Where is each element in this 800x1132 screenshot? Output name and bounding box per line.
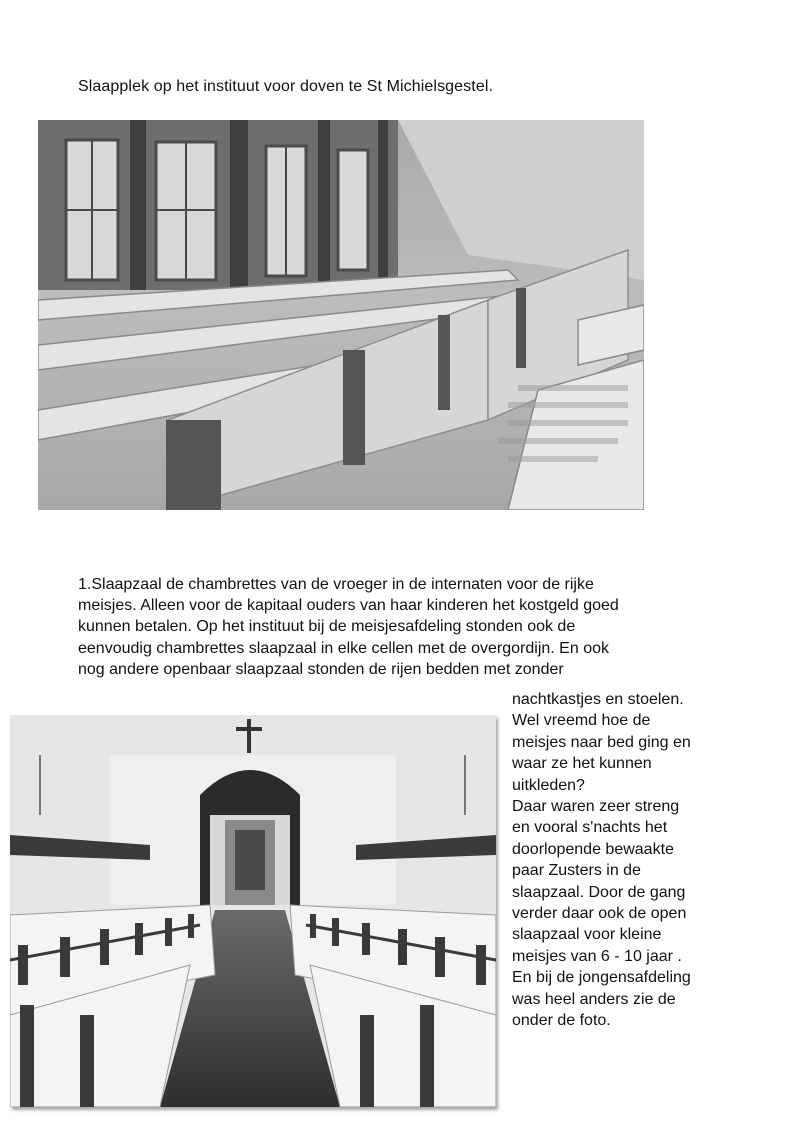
side-column-text bbox=[512, 689, 782, 1032]
side-line: uitkleden? bbox=[512, 776, 585, 794]
side-line: onder de foto. bbox=[512, 1012, 611, 1030]
side-line: slaapzaal. Door de gang bbox=[512, 883, 686, 901]
side-line: paar Zusters in de bbox=[512, 862, 641, 880]
side-line: doorlopende bewaakte bbox=[512, 840, 674, 858]
side-line: meisjes naar bed ging en bbox=[512, 733, 691, 751]
paragraph-line: meisjes. Alleen voor de kapitaal ouders van haar kinderen het kostgeld goed bbox=[78, 597, 619, 615]
paragraph-line: 1.Slaapzaal de chambrettes van de vroeger in de internaten voor de rijke bbox=[78, 576, 594, 593]
side-line: En bij de jongensafdeling bbox=[512, 969, 691, 987]
side-line: Daar waren zeer streng bbox=[512, 798, 680, 816]
paragraph-line: nog andere openbaar slaapzaal stonden de rijen bedden met zonder bbox=[78, 660, 564, 678]
side-line: nachtkastjes en stoelen. bbox=[512, 691, 684, 708]
side-line: en vooral s'nachts het bbox=[512, 819, 668, 837]
side-line: meisjes van 6 - 10 jaar . bbox=[512, 947, 682, 965]
open-dormitory-illustration bbox=[10, 715, 496, 1107]
side-line: slaapzaal voor kleine bbox=[512, 926, 662, 944]
paragraph-line: kunnen betalen. Op het instituut bij de meisjesafdeling stonden ook de bbox=[78, 618, 576, 636]
side-line: was heel anders zie de bbox=[512, 990, 676, 1008]
side-line: waar ze het kunnen bbox=[512, 755, 652, 773]
dormitory-chambrettes-photo bbox=[38, 120, 644, 510]
paragraph-line: eenvoudig chambrettes slaapzaal in elke cellen met de overgordijn. En ook bbox=[78, 639, 609, 657]
open-dormitory-photo bbox=[10, 715, 496, 1107]
side-line: verder daar ook de open bbox=[512, 905, 687, 923]
chambrettes-illustration bbox=[38, 120, 644, 510]
photo-caption: Slaapplek op het instituut voor doven te St Michielsgestel. bbox=[78, 78, 494, 95]
description-paragraph bbox=[78, 574, 768, 680]
side-line: Wel vreemd hoe de bbox=[512, 712, 651, 730]
